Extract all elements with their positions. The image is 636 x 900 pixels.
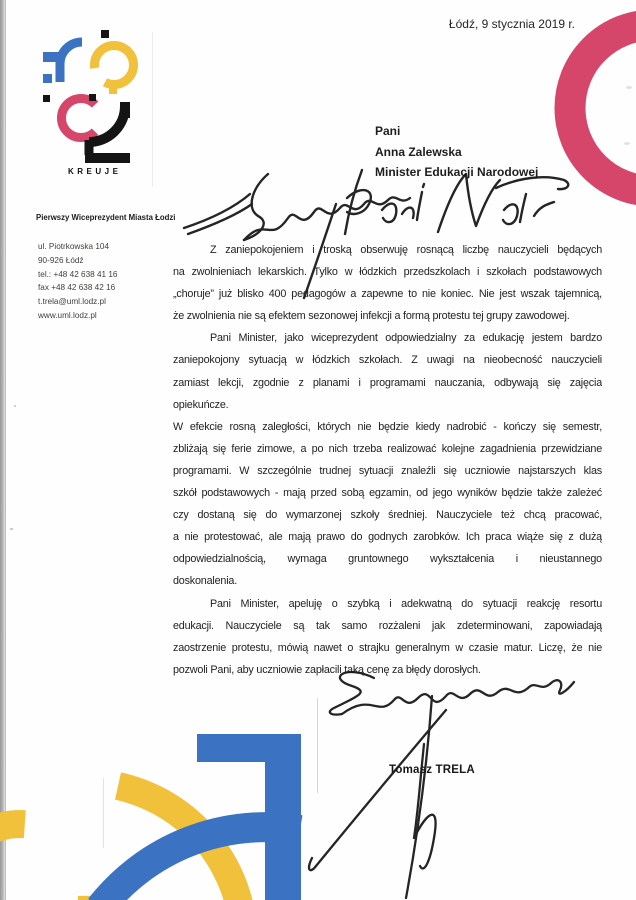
address-line: fax +48 42 638 42 16 (38, 283, 116, 293)
recipient-line: Pani (375, 124, 401, 138)
body-line: edukacji. Nauczyciele są tak samo rozżaleni jak zdeterminowani, zapowiadają (173, 619, 602, 632)
body-line: W efekcie rosną zaległości, których nie będzie kiedy nadrobić - kończy się semestr, (173, 420, 602, 433)
body-line: na zwolnieniach lekarskich. Tylko w łódzkich przedszkolach i szkołach podstawowych (173, 266, 602, 279)
scan-speck (10, 528, 13, 530)
body-line: pozwoli Pani, aby uczniowie zapłacili taką cenę za błędy dorosłych. (173, 663, 481, 676)
signer-name: Tomasz TRELA (389, 764, 475, 776)
body-line: opiekuńcze. (173, 398, 229, 411)
body-line: Pani Minister, apeluję o szybką i adekwatną do sytuacji reakcję resortu (210, 597, 602, 610)
deco-yellow-ring (0, 824, 92, 900)
body-line: zbliżają się ferie zimowe, a po nich trzeba realizować kolejne zagadnienia przewidziane (173, 442, 602, 455)
corner-ring-decoration (536, 0, 636, 230)
body-line: zaniepokojony sytuacją w łódzkich szkołach. Z uwagi na nieobecność nauczycieli (173, 354, 602, 367)
letter-body (173, 239, 602, 681)
address-line: tel.: +48 42 638 41 16 (38, 269, 118, 279)
body-line: programami. W szczególnie trudnej sytuacji znaleźli się uczniowie najstarszych klas (173, 464, 602, 477)
body-line: czy dostaną się do wymarzonej szkoły średniej. Nauczyciele też chcą pracować, (173, 509, 602, 522)
sender-title: Pierwszy Wiceprezydent Miasta Łodzi (36, 213, 176, 222)
recipient-line: Anna Zalewska (375, 144, 462, 159)
address-line: t.trela@uml.lodz.pl (38, 297, 106, 307)
date-line: Łódź, 9 stycznia 2019 r. (448, 17, 575, 31)
body-line: „choruje” już blisko 400 pedagogów a zapewne to nie koniec. Nie jest wszak tajemnicą, (173, 288, 602, 301)
address-line: www.uml.lodz.pl (38, 310, 97, 320)
body-line: zaostrzenie protestu, mówią nawet o strajku generalnym w czasie matur. Liczę, że nie (173, 641, 602, 654)
logo-letter-o-yellow (95, 30, 134, 94)
sender-address (38, 240, 117, 323)
address-line: 90-926 Łódź (38, 255, 84, 265)
bottom-decoration (0, 700, 636, 900)
logo-letter-l-blue (43, 42, 82, 83)
logo-letter-z-black (43, 94, 130, 163)
recipient-line: Minister Edukacji Narodowej (375, 165, 539, 179)
body-line: Pani Minister, jako wiceprezydent odpowiedzialny za edukację jestem bardzo (210, 332, 602, 345)
body-line: szkół podstawowych - mają przed sobą egzamin, od jego wyników będzie także zależeć (173, 487, 602, 500)
body-line: odpowiedzialnością, wymaga gruntownego wykształcenia i nieustannego (173, 553, 602, 566)
body-line: zamiast lekcji, zgodnie z planami i programami nauczania, odbywają się zajęcia (173, 376, 602, 389)
body-line: Z zaniepokojeniem i troską obserwuję rosnącą liczbę nauczycieli będących (210, 244, 602, 256)
logo-tagline: KREUJE (68, 167, 122, 176)
lodz-kreuje-logo (36, 30, 142, 182)
scan-speck (14, 405, 16, 407)
pink-ring-shape (570, 25, 636, 191)
body-line: doskonalenia. (173, 575, 238, 588)
logo-letter-d-red (62, 99, 101, 138)
address-line: ul. Piotrkowska 104 (38, 242, 109, 251)
scan-fold-line (152, 32, 153, 187)
body-line: a nie protestować, ale mają prawo do godnych zarobków. Ich praca wiąże się z dużą (173, 531, 602, 544)
body-line: że zwolnienia nie są efektem sezonowej infekcji a formą protestu tej grupy zawodowej. (173, 310, 570, 323)
recipient-block (375, 121, 538, 183)
